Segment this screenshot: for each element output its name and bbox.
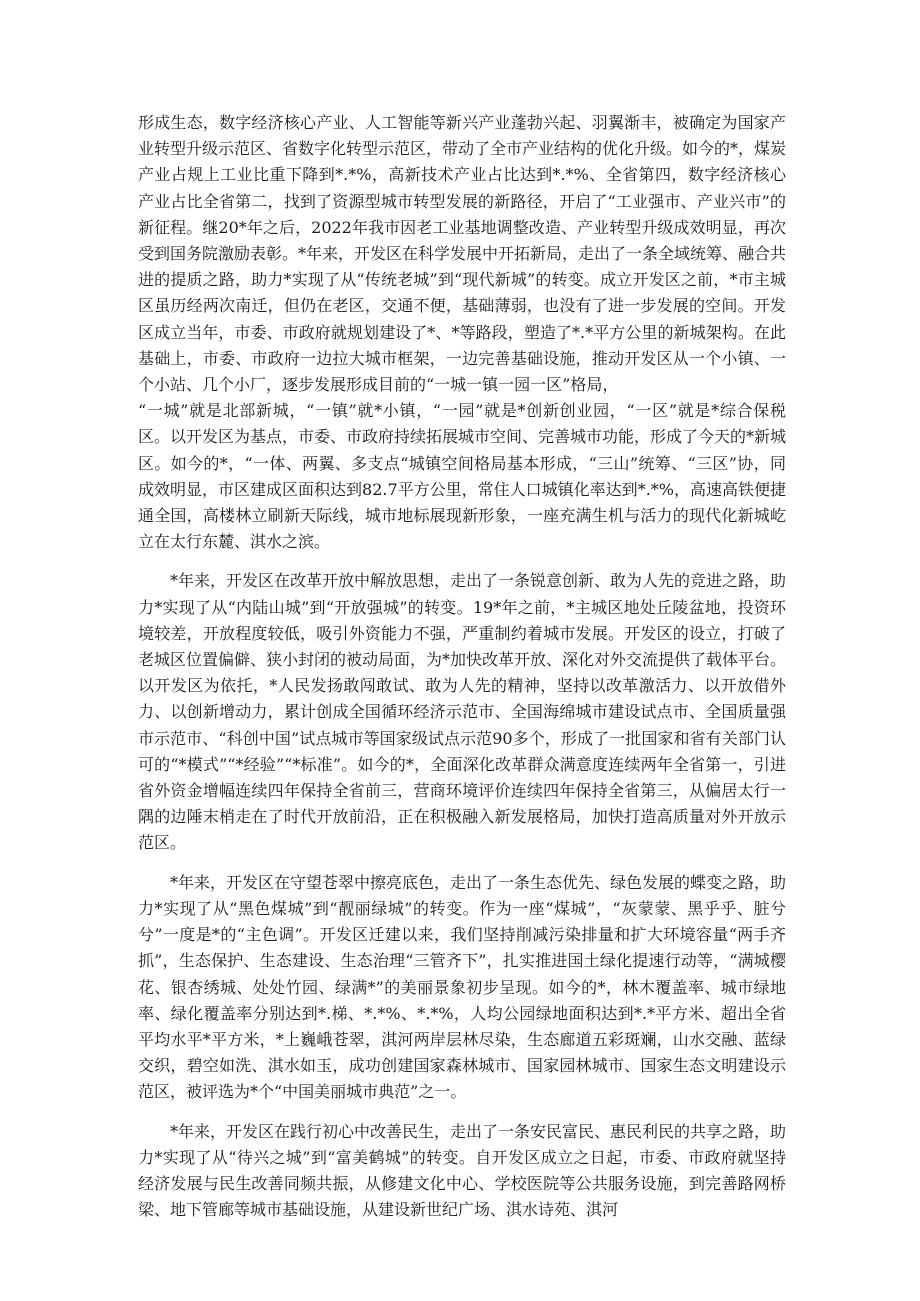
- paragraph-new-city-layout: “一城”就是北部新城，“一镇”就*小镇，“一园”就是*创新创业园，“一区”就是*综合保税区。以开发区为基点，市委、市政府持续拓展城市空间、完善城市功能，形成了今天的*新城区。如今的*，“一体、两翼、多支点“城镇空间格局基本形成，“三山”统筹、“三区”协，同成效明显，市区建成区面积达到82.7平方公里，常住人口城镇化率达到*.*%，高速高铁便捷通全国，高楼林立刷新天际线，城市地标展现新形象，一座充满生机与活力的现代化新城屹立在太行东麓、淇水之滨。: [138, 401, 787, 552]
- paragraph-livelihood: *年来，开发区在践行初心中改善民生，走出了一条安民富民、惠民利民的共享之路，助力*实现了从“待兴之城”到“富美鹤城”的转变。自开发区成立之日起，市委、市政府就坚持经济发展与民生改善同频共振，从修建文化中心、学校医院等公共服务设施，到完善路网桥梁、地下管廊等城市基础设施，从建设新世纪广场、淇水诗苑、淇河: [138, 1121, 787, 1220]
- paragraph-reform-opening: *年来，开发区在改革开放中解放思想，走出了一条锐意创新、敢为人先的竞进之路，助力*实现了从“内陆山城”到“开放强城”的转变。19*年之前，*主城区地处丘陵盆地，投资环境较差，开放程度较低，吸引外资能力不强，严重制约着城市发展。开发区的设立，打破了老城区位置偏僻、狭小封闭的被动局面，为*加快改革开放、深化对外交流提供了载体平台。以开发区为依托，*人民发扬敢闯敢试、敢为人先的精神，坚持以改革激活力、以开放借外力、以创新增动力，累计创成全国循环经济示范市、全国海绵城市建设试点市、全国质量强市示范市、“科创中国”试点城市等国家级试点示范90多个，形成了一批国家和省有关部门认可的“*模式”“*经验”“*标准”。如今的*，全面深化改革群众满意度连续两年全省第一，引进省外资金增幅连续四年保持全省前三，营商环境评价连续四年保持全省第三，从偏居太行一隅的边陲末梢走在了时代开放前沿，正在积极融入新发展格局，加快打造高质量对外开放示范区。: [138, 571, 787, 853]
- paragraph-industry-transition: 形成生态，数字经济核心产业、人工智能等新兴产业蓬勃兴起、羽翼渐丰，被确定为国家产业转型升级示范区、省数字化转型示范区，带动了全市产业结构的优化升级。如今的*，煤炭产业占规上工业比重下降到*.*%，高新技术产业占比达到*.*%、全省第四，数字经济核心产业占比全省第二，找到了资源型城市转型发展的新路径，开启了“工业强市、产业兴市”的新征程。继20*年之后，2022年我市因老工业基地调整改造、产业转型升级成效明显，再次受到国务院激励表彰。*年来，开发区在科学发展中开拓新局，走出了一条全域统筹、融合共进的提质之路，助力*实现了从“传统老城”到“现代新城”的转变。成立开发区之前，*市主城区虽历经两次南迁，但仍在老区，交通不便，基础薄弱，也没有了进一步发展的空间。开发区成立当年，市委、市政府就规划建设了*、*等路段，塑造了*.*平方公里的新城架构。在此基础上，市委、市政府一边拉大城市框架，一边完善基础设施，推动开发区从一个小镇、一个小站、几个小厂，逐步发展形成目前的“一城一镇一园一区”格局，: [138, 113, 787, 395]
- paragraph-ecology: *年来，开发区在守望苍翠中擦亮底色，走出了一条生态优先、绿色发展的蝶变之路，助力*实现了从“黑色煤城”到“靓丽绿城”的转变。作为一座“煤城”，“灰蒙蒙、黑乎乎、脏兮兮”一度是*的“主色调”。开发区迁建以来，我们坚持削减污染排量和扩大环境容量“两手齐抓”，生态保护、生态建设、生态治理“三管齐下”，扎实推进国土绿化提速行动等，“满城樱花、银杏绣城、处处竹园、绿满*”的美丽景象初步呈现。如今的*，林木覆盖率、城市绿地率、绿化覆盖率分别达到*.梯、*.*%、*.*%，人均公园绿地面积达到*.*平方米、超出全省平均水平*平方米，*上巍峨苍翠，淇河两岸层林尽染，生态廊道五彩斑斓，山水交融、蓝绿交织，碧空如洗、淇水如玉，成功创建国家森林城市、国家园林城市、国家生态文明建设示范区，被评选为*个“中国美丽城市典范”之一。: [138, 872, 787, 1102]
- document-body: [138, 110, 786, 1223]
